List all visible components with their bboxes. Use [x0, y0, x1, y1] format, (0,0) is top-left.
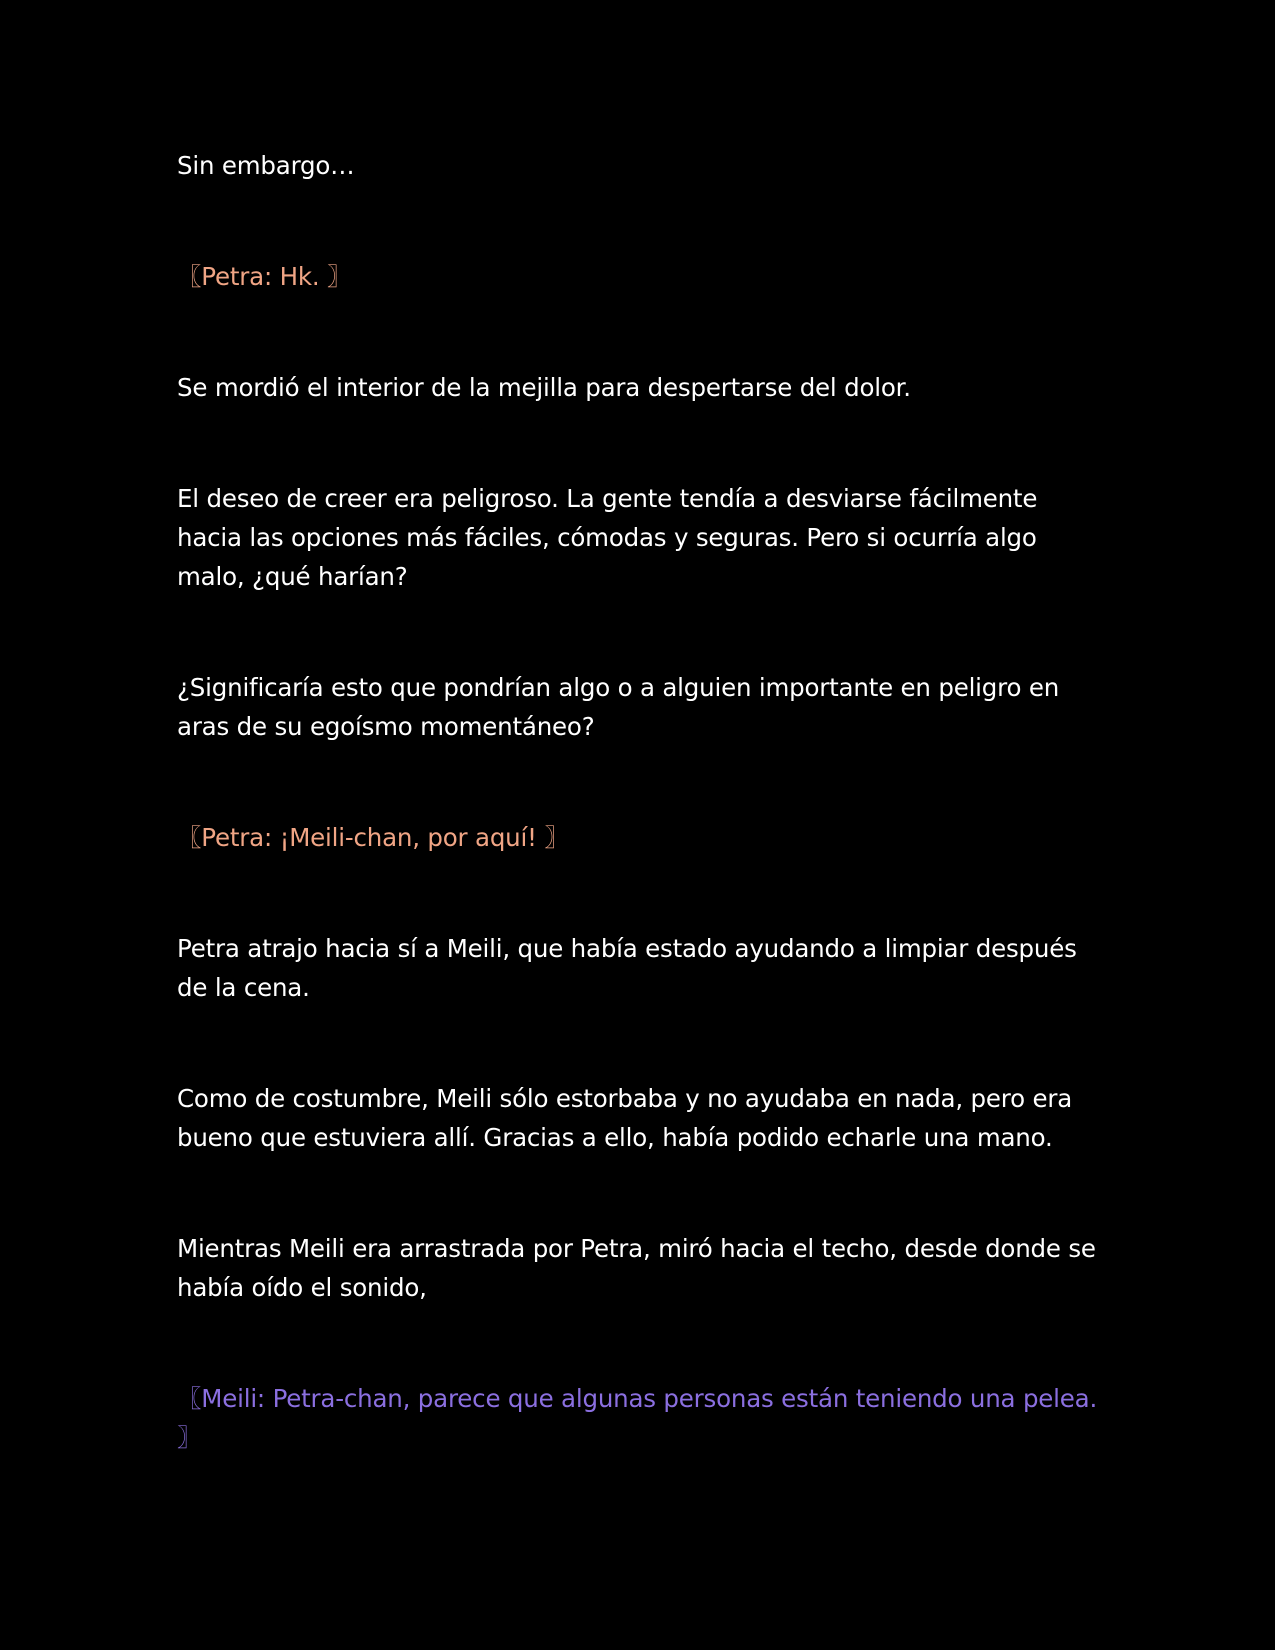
narration-paragraph: ¿Significaría esto que pondrían algo o a alguien importante en peligro en aras de su egoísmo momentáneo?	[177, 673, 1060, 741]
narration-paragraph: Se mordió el interior de la mejilla para despertarse del dolor.	[177, 373, 911, 402]
narration-paragraph: El deseo de creer era peligroso. La gente tendía a desviarse fácilmente hacia las opciones más fáciles, cómodas y seguras. Pero si ocurría algo malo, ¿qué harían?	[177, 484, 1038, 591]
petra-dialogue-line: 〖Petra: Hk. 〗	[177, 262, 352, 291]
narration-paragraph: Sin embargo…	[177, 151, 355, 180]
narration-paragraph: Como de costumbre, Meili sólo estorbaba y no ayudaba en nada, pero era bueno que estuviera allí. Gracias a ello, había podido echarle una mano.	[177, 1084, 1073, 1152]
petra-dialogue-line: 〖Petra: ¡Meili-chan, por aquí! 〗	[177, 823, 569, 852]
document-page	[177, 146, 1107, 1457]
narration-paragraph: Mientras Meili era arrastrada por Petra, miró hacia el techo, desde donde se había oído el sonido,	[177, 1234, 1096, 1302]
meili-dialogue-line: 〖Meili: Petra-chan, parece que algunas personas están teniendo una pelea. 〗	[177, 1384, 1098, 1452]
narration-paragraph: Petra atrajo hacia sí a Meili, que había estado ayudando a limpiar después de la cena.	[177, 934, 1077, 1002]
